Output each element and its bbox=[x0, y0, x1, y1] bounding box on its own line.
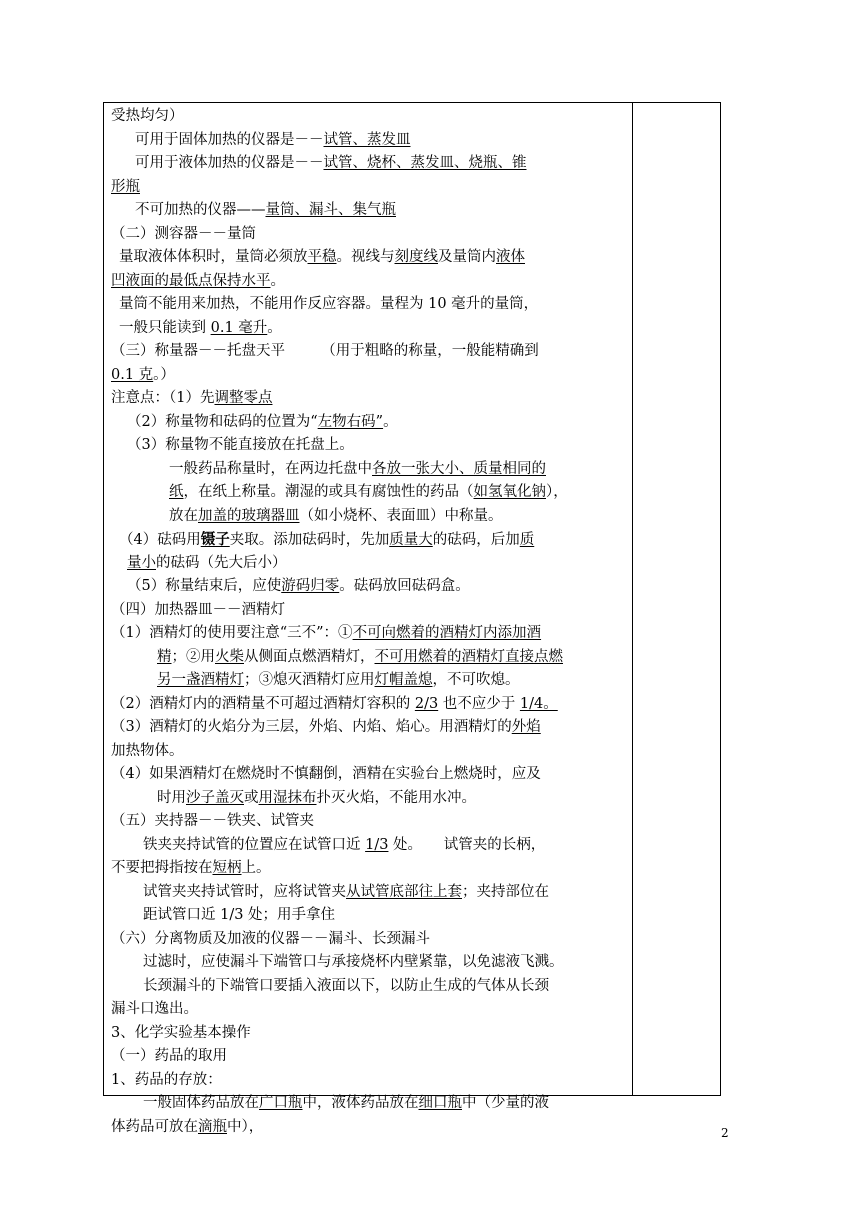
underlined-text: 火柴 bbox=[215, 648, 244, 665]
text-segment: （三）称量器－－托盘天平 （用于粗略的称量，一般能精确到 bbox=[111, 343, 539, 359]
text-segment: 注意点：（1）先 bbox=[111, 390, 215, 406]
underlined-text: 从试管底部往上套 bbox=[346, 883, 462, 900]
text-segment: （5）称量结束后，应使 bbox=[127, 578, 282, 594]
text-segment: 。） bbox=[153, 366, 175, 383]
text-line bbox=[111, 458, 627, 482]
text-segment: （2）称量物和砝码的位置为“ bbox=[127, 413, 318, 430]
text-segment: 3、化学实验基本操作 bbox=[111, 1024, 251, 1041]
text-line bbox=[111, 246, 627, 270]
text-segment: 可用于液体加热的仪器是－－ bbox=[135, 155, 324, 171]
text-line bbox=[111, 834, 627, 858]
underlined-text: 镊子 bbox=[200, 531, 230, 548]
text-segment: （1）酒精灯的使用要注意“三不”：① bbox=[111, 625, 353, 641]
text-line bbox=[111, 1092, 627, 1116]
text-segment: ；③熄灭酒精灯应用 bbox=[244, 672, 375, 688]
text-segment: （一）药品的取用 bbox=[111, 1048, 227, 1064]
text-segment: 从侧面点燃酒精灯， bbox=[244, 648, 375, 665]
underlined-text: 形瓶 bbox=[111, 178, 140, 195]
underlined-text: 滴瓶 bbox=[198, 1118, 227, 1135]
underlined-text: 1/3 bbox=[365, 836, 389, 853]
column-divider bbox=[632, 103, 633, 1095]
text-segment: 中）， bbox=[227, 1118, 264, 1135]
text-line bbox=[111, 857, 627, 881]
text-segment: （四）加热器皿－－酒精灯 bbox=[111, 601, 285, 618]
text-line bbox=[111, 716, 627, 740]
text-segment: 夹取。添加砝码时，先加 bbox=[229, 532, 390, 548]
text-segment: 试管夹夹持试管时，应将试管夹 bbox=[143, 883, 346, 900]
text-line bbox=[111, 152, 627, 176]
underlined-text: 短柄 bbox=[212, 860, 242, 876]
text-segment: 1、药品的存放： bbox=[111, 1071, 222, 1088]
text-line bbox=[111, 387, 627, 411]
text-segment: （六）分离物质及加液的仪器－－漏斗、长颈漏斗 bbox=[111, 930, 430, 947]
text-line bbox=[111, 975, 627, 999]
text-segment: 距试管口近 1/3 处；用手拿住 bbox=[143, 907, 336, 923]
text-segment: 的砝码，后加 bbox=[432, 532, 520, 548]
text-segment: 一般只能读到 bbox=[119, 319, 211, 336]
text-segment: 或 bbox=[244, 789, 259, 806]
text-line bbox=[111, 693, 627, 717]
text-line bbox=[111, 881, 627, 905]
text-segment: 处。 试管夹的长柄， bbox=[388, 836, 546, 853]
underlined-text: 刻度线 bbox=[394, 249, 438, 265]
text-line bbox=[111, 364, 627, 388]
text-segment: （4）砝码用 bbox=[119, 532, 201, 548]
text-segment: 放在 bbox=[169, 507, 198, 524]
text-line bbox=[111, 622, 627, 646]
underlined-text: 左物右码” bbox=[317, 413, 384, 430]
underlined-text: 加盖的玻璃器皿 bbox=[198, 507, 300, 524]
text-line bbox=[111, 411, 627, 435]
text-line bbox=[111, 223, 627, 247]
text-segment: （3）酒精灯的火焰分为三层，外焰、内焰、焰心。用酒精灯的 bbox=[111, 719, 512, 735]
text-segment: 扑灭火焰，不能用水冲。 bbox=[316, 789, 476, 806]
underlined-text: 试管、蒸发皿 bbox=[323, 131, 411, 148]
text-line bbox=[111, 293, 627, 317]
text-segment: ，在纸上称量。潮湿的或具有腐蚀性的药品（ bbox=[183, 484, 474, 500]
underlined-text: 1/4。 bbox=[519, 695, 558, 712]
underlined-text: 另一盏酒精灯 bbox=[157, 672, 244, 688]
text-segment: 铁夹夹持试管的位置应在试管口近 bbox=[143, 836, 366, 853]
text-segment: （二）测容器－－量筒 bbox=[111, 225, 256, 242]
underlined-text: 如氢氧化钠 bbox=[473, 484, 546, 500]
text-line bbox=[111, 129, 627, 153]
text-line bbox=[111, 904, 627, 928]
underlined-text: 游码归零 bbox=[281, 578, 340, 594]
text-line bbox=[111, 552, 627, 576]
text-line bbox=[111, 669, 627, 693]
text-line bbox=[111, 434, 627, 458]
underlined-text: 质量大 bbox=[389, 532, 433, 548]
text-line bbox=[111, 810, 627, 834]
text-segment: 不要把拇指按在 bbox=[111, 860, 213, 876]
text-segment: 可用于固体加热的仪器是－－ bbox=[135, 131, 324, 148]
underlined-text: 液体 bbox=[496, 249, 525, 265]
text-line bbox=[111, 646, 627, 670]
text-segment: 时用 bbox=[157, 789, 186, 806]
text-segment: 的砝码（先大后小） bbox=[156, 554, 287, 571]
text-segment: （4）如果酒精灯在燃烧时不慎翻倒，酒精在实验台上燃烧时，应及 bbox=[111, 766, 541, 782]
text-segment: 量筒不能用来加热，不能用作反应容器。量程为 10 毫升的量筒， bbox=[119, 296, 539, 312]
text-line bbox=[111, 199, 627, 223]
text-segment: （2）酒精灯内的酒精量不可超过酒精灯容积的 bbox=[111, 695, 415, 712]
text-line bbox=[111, 270, 627, 294]
text-segment: 体药品可放在 bbox=[111, 1118, 198, 1135]
underlined-text: 外焰 bbox=[511, 719, 541, 735]
text-segment: 受热均匀） bbox=[111, 108, 184, 124]
underlined-text: 2/3 bbox=[414, 695, 439, 712]
underlined-text: 质 bbox=[519, 532, 535, 548]
text-line bbox=[111, 763, 627, 787]
text-segment: 加热物体。 bbox=[111, 742, 184, 759]
text-segment: 。 bbox=[383, 413, 398, 430]
text-segment: 中，液体药品放在 bbox=[302, 1095, 419, 1111]
text-line bbox=[111, 787, 627, 811]
page-number: 2 bbox=[721, 1126, 729, 1140]
underlined-text: 沙子盖灭 bbox=[186, 789, 244, 806]
text-line bbox=[111, 1069, 627, 1093]
underlined-text: 调整零点 bbox=[214, 390, 273, 406]
text-line bbox=[111, 1022, 627, 1046]
text-line bbox=[111, 599, 627, 623]
content-table bbox=[103, 102, 721, 1135]
underlined-text: 广口瓶 bbox=[259, 1095, 303, 1111]
text-segment: 长颈漏斗的下端管口要插入液面以下，以防止生成的气体从长颈 bbox=[143, 977, 549, 994]
text-line bbox=[111, 105, 627, 129]
underlined-text: 凹液面的最低点保持水平 bbox=[111, 272, 271, 289]
text-segment: 。 bbox=[267, 319, 282, 336]
text-line bbox=[111, 998, 627, 1022]
underlined-text: 0.1 毫升 bbox=[210, 319, 268, 336]
underlined-text: 纸 bbox=[169, 484, 184, 500]
text-segment: 漏斗口逸出。 bbox=[111, 1001, 198, 1017]
text-line bbox=[111, 575, 627, 599]
text-line bbox=[111, 481, 627, 505]
text-segment: 一般固体药品放在 bbox=[143, 1095, 259, 1111]
text-line bbox=[111, 740, 627, 764]
underlined-text: 试管、烧杯、蒸发皿、烧瓶、锥 bbox=[323, 155, 527, 171]
text-segment: ；②用 bbox=[171, 648, 215, 665]
underlined-text: 灯帽盖熄 bbox=[374, 672, 433, 688]
underlined-text: 用湿抹布 bbox=[258, 789, 317, 806]
text-line bbox=[111, 928, 627, 952]
underlined-text: 不可用燃着的酒精灯直接点燃 bbox=[374, 648, 563, 665]
text-line bbox=[111, 317, 627, 341]
text-segment: （如小烧杯、表面皿）中称量。 bbox=[299, 507, 503, 524]
text-line bbox=[111, 528, 627, 552]
text-segment: 。 bbox=[270, 272, 285, 289]
text-segment: 。视线与 bbox=[336, 249, 395, 265]
text-line bbox=[111, 951, 627, 975]
text-line bbox=[111, 1116, 627, 1140]
underlined-text: 0.1 克 bbox=[111, 366, 154, 383]
underlined-text: 精 bbox=[157, 648, 172, 665]
text-segment: ，不可吹熄。 bbox=[432, 672, 520, 688]
underlined-text: 不可向燃着的酒精灯内添加酒 bbox=[352, 625, 542, 641]
text-segment: 也不应少于 bbox=[438, 695, 520, 712]
text-line bbox=[111, 505, 627, 529]
text-segment: 及量筒内 bbox=[438, 249, 496, 265]
text-segment: 中（少量的液 bbox=[462, 1095, 549, 1111]
text-segment: 。砝码放回砝码盒。 bbox=[339, 578, 470, 594]
text-segment: 量取液体体积时，量筒必须放 bbox=[119, 249, 308, 265]
underlined-text: 量筒、漏斗、集气瓶 bbox=[265, 202, 396, 218]
text-segment: 一般药品称量时，在两边托盘中 bbox=[169, 460, 372, 477]
text-segment: 过滤时，应使漏斗下端管口与承接烧杯内壁紧靠，以免滤液飞溅。 bbox=[143, 954, 564, 970]
text-segment: （3）称量物不能直接放在托盘上。 bbox=[127, 437, 354, 453]
text-segment: （五）夹持器－－铁夹、试管夹 bbox=[111, 813, 314, 829]
text-segment: ）， bbox=[546, 484, 568, 500]
underlined-text: 各放一张大小、质量相同的 bbox=[372, 460, 546, 477]
text-line bbox=[111, 176, 627, 200]
underlined-text: 量小 bbox=[127, 554, 156, 571]
text-segment: ；夹持部位在 bbox=[462, 883, 549, 900]
main-text-cell bbox=[111, 105, 627, 1139]
text-segment: 不可加热的仪器—— bbox=[135, 202, 266, 218]
underlined-text: 平稳 bbox=[307, 249, 337, 265]
text-segment: 上。 bbox=[241, 860, 271, 876]
text-line bbox=[111, 1045, 627, 1069]
text-line bbox=[111, 340, 627, 364]
underlined-text: 细口瓶 bbox=[418, 1095, 462, 1111]
